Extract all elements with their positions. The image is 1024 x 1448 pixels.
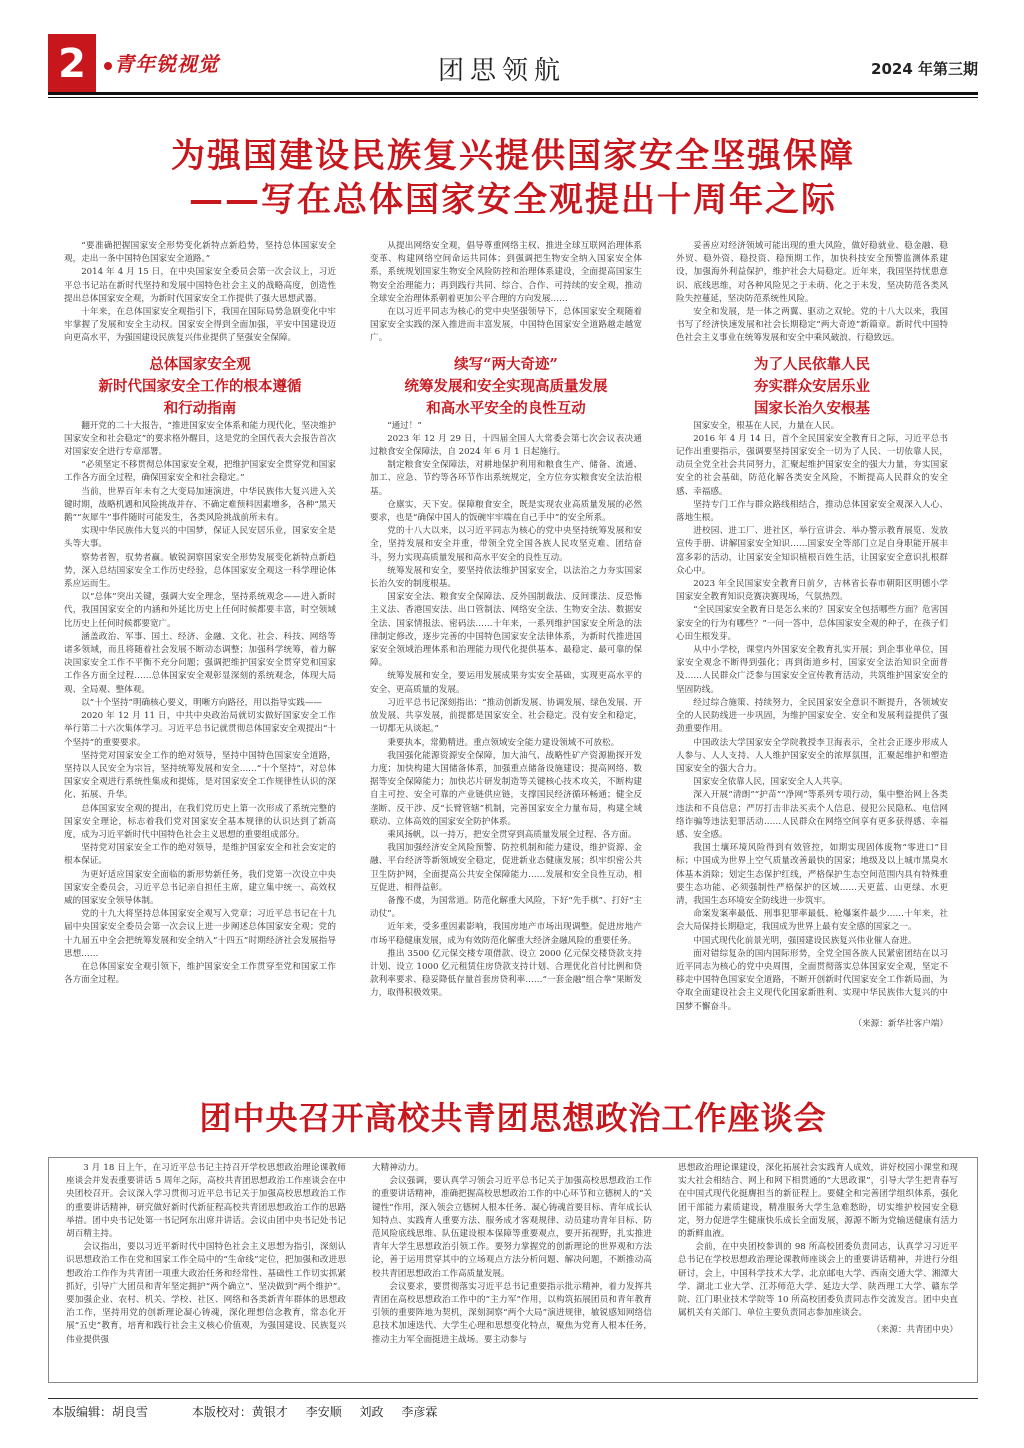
- paragraph: 仓廪实，天下安。保障粮食安全，既是实现农业高质量发展的必然要求，也是“确保中国人的饭碗牢牢端在自己手中”的安全所系。: [370, 499, 642, 524]
- paragraph: 2023 年 12 月 29 日，十四届全国人大常委会第七次会议表决通过粮食安全保障法，自 2024 年 6 月 1 日起施行。: [370, 433, 642, 458]
- paragraph: 2020 年 12 月 11 日，中共中央政治局就切实做好国家安全工作举行第二十六次集体学习。习近平总书记就贯彻总体国家安全观提出“十个坚持”的重要要求。: [64, 711, 336, 748]
- paragraph: 统筹发展和安全，要运用发展成果夯实安全基础，实现更高水平的安全、更高质量的发展。: [370, 671, 642, 695]
- paragraph: 妥善应对经济领域可能出现的重大风险，做好稳就业、稳金融、稳外贸、稳外资、稳投资、稳预期工作，加快科技安全预警监测体系建设，加强海外利益保护，维护社会大局稳定。近年来，我国坚持忧患意识、底线思维，对各种风险见之于未萌、化之于未发，坚决防范各类风险失控蔓延，坚决防范系统性风险。: [676, 241, 948, 304]
- paragraph: 会议指出，要以习近平新时代中国特色社会主义思想为指引，深刻认识思想政治工作在党和国家工作全局中的“生命线”定位，把加强和改进思想政治工作作为共青团一项重大政治任务和经常性、基础性工作切实抓紧抓好，引导广大团员和青年坚定拥护“两个确立”、坚决做到“两个维护”。要加强企业、农村、机关、学校、社区、网络和各类新青年群体的思想政治工作，坚持用党的创新理论凝心铸魂，深化理想信念教育，常态化开展“五史”教育，培育和践行社会主义核心价值观，为强国建设、民族复兴伟业提供强: [66, 1242, 346, 1345]
- paragraph: 我国加强经济安全风险预警、防控机制和能力建设，维护资源、金融、平台经济等新领域安全稳定，促进新业态健康发展；织牢织密公共卫生防护网，全面提高公共安全保障能力……发展和安全良性互动，相互促进、相得益彰。: [370, 843, 642, 893]
- paragraph: 思想政治理论课建设，深化拓展社会实践育人成效，讲好校园小课堂和现实大社会相结合、网上和网下相贯通的“大思政课”，引导大学生把青春写在中国式现代化挺膺担当的新征程上。要健全和完善团学组织体系，强化团干部能力素质建设，精准服务大学生急难愁盼，切实维护校园安全稳定，努力促进学生健康快乐成长全面发展，源源不断为党输送健康有活力的新鲜血液。: [678, 1163, 958, 1240]
- editor-credit: 本版编辑：胡良雪: [52, 1405, 149, 1419]
- article-title: 为强国建设民族复兴提供国家安全坚强保障: [171, 136, 855, 176]
- paragraph: 2023 年全民国家安全教育日前夕，吉林省长春市朝阳区明德小学国家安全教育知识竞赛决赛现场，气氛热烈。: [676, 579, 948, 603]
- paragraph: 大精神动力。: [372, 1163, 424, 1173]
- paragraph: 十年来，在总体国家安全观指引下，我国在国际局势急剧变化中牢牢掌握了发展和安全主动权。国家安全得到全面加强，平安中国建设迈向更高水平，为强国建设民族复兴伟业提供了坚强安全保障。: [64, 307, 336, 344]
- article-2-column-2: [372, 1162, 652, 1376]
- page-number: 2: [48, 34, 96, 94]
- paragraph: 习近平总书记深刻指出：“推动创新发展、协调发展、绿色发展、开放发展、共享发展，前提都是国家安全、社会稳定。没有安全和稳定，一切都无从谈起。”: [370, 697, 642, 735]
- paragraph: 近年来，受多重因素影响，我国房地产市场出现调整。促进房地产市场平稳健康发展，成为有效防范化解重大经济金融风险的重要任务。: [370, 922, 642, 946]
- paragraph: “必须坚定不移贯彻总体国家安全观，把维护国家安全贯穿党和国家工作各方面全过程，确保国家安全和社会稳定。”: [64, 460, 336, 484]
- brand-dot-icon: [104, 62, 112, 70]
- paragraph: 制定粮食安全保障法，对耕地保护利用和粮食生产、储备、流通、加工、应急、节约等各环节作出系统规定，全方位夯实粮食安全法治根基。: [370, 460, 642, 497]
- paragraph: 涵盖政治、军事、国土、经济、金融、文化、社会、科技、网络等诸多领域，而且将随着社会发展不断动态调整；加强科学统筹，着力解决国家安全工作不平衡不充分问题；强调把维护国家安全贯穿党和国家工作各方面全过程……总体国家安全观彰显深刻的系统观念，体现大局观、全局观、整体观。: [64, 631, 336, 695]
- paragraph: 当前，世界百年未有之大变局加速演进，中华民族伟大复兴进入关键时期，战略机遇和风险挑战并存、不确定难预料因素增多，各种“黑天鹅”“灰犀牛”事件随时可能发生，各类风险挑战前所未有。: [64, 486, 336, 524]
- paragraph: 党的十九大将坚持总体国家安全观写入党章；习近平总书记在十九届中央国家安全委员会第一次会议上进一步阐述总体国家安全观；党的十九届五中全会把统筹发展和安全纳入“十四五”时期经济社会发展指导思想……: [64, 909, 336, 959]
- issue-label: 2024 年第三期: [871, 60, 978, 78]
- article-column-1: [64, 240, 336, 1095]
- paragraph: 党的十八大以来，以习近平同志为核心的党中央坚持统筹发展和安全，坚持发展和安全并重，带领全党全国各族人民攻坚克难、团结奋斗，努力实现高质量发展和高水平安全的良性互动。: [370, 526, 642, 563]
- footer: [52, 1403, 972, 1420]
- paragraph: 从提出网络安全观，倡导尊重网络主权、推进全球互联网治理体系变革、构建网络空间命运共同体；到强调把生物安全纳入国家安全体系，系统规划国家生物安全风险防控和治理体系建设，全面提高国家生物安全治理能力；再到践行共同、综合、合作、可持续的安全观，推动全球安全治理体系朝着更加公平合理的方向发展……: [370, 241, 642, 304]
- paragraph: 我国土壤环境风险得到有效管控，如期实现固体废物“零进口”目标；中国成为世界上空气质量改善最快的国家；地级及以上城市黑臭水体基本消除；划定生态保护红线，严格保护生态空间范围内具有特殊重要生态功能、必须强制性严格保护的区域……天更蓝、山更绿、水更清，我国生态环境安全防线进一步筑牢。: [676, 843, 948, 906]
- section-heading: 续写“两大奇迹” 统筹发展和安全实现高质量发展 和高水平安全的良性互动: [404, 355, 608, 417]
- paragraph: 国家安全法、粮食安全保障法、反外国制裁法、反间谍法、反恐怖主义法、香港国安法、出口管制法、网络安全法、生物安全法、数据安全法、国家情报法、密码法……十年来，一系列维护国家安全所急的法律制定修改，逐步完善的中国特色国家安全法律体系，为新时代推进国家安全领域治理体系和治理能力现代化提供基本、最稳定、最可靠的保障。: [370, 592, 642, 669]
- paragraph: 坚持党对国家安全工作的绝对领导，是维护国家安全和社会安定的根本保证。: [64, 843, 336, 867]
- paragraph: 国家安全，根基在人民，力量在人民。: [693, 420, 840, 431]
- paragraph: 面对错综复杂的国内国际形势，全党全国各族人民紧密团结在以习近平同志为核心的党中央周围，全面贯彻落实总体国家安全观，坚定不移走中国特色国家安全道路，不断开创新时代国家安全工作新局面，为夺取全面建设社会主义现代化国家新胜利、实现中华民族伟大复兴的中国梦不懈奋斗。: [676, 948, 948, 1012]
- paragraph: 国家安全依靠人民，国家安全人人共享。: [693, 777, 848, 788]
- article-column-3: [676, 240, 948, 1095]
- proofreader-name: 刘政: [359, 1405, 384, 1419]
- section-heading: 为了人民依靠人民 夯实群众安居乐业 国家长治久安根基: [754, 355, 870, 417]
- paragraph: “全民国家安全教育日是怎么来的？国家安全包括哪些方面？危害国家安全的行为有哪些？”一问一答中，总体国家安全观的种子，在孩子们心田生根发芽。: [676, 605, 948, 642]
- article-subtitle: ——写在总体国家安全观提出十周年之际: [189, 180, 837, 220]
- paragraph: 2014 年 4 月 15 日，在中央国家安全委员会第一次会议上，习近平总书记站在新时代坚持和发展中国特色社会主义的战略高度，创造性提出总体国家安全观，为新时代国家安全工作提供了强大思想武器。: [64, 267, 336, 304]
- paragraph: 翻开党的二十大报告，“推进国家安全体系和能力现代化，坚决维护国家安全和社会稳定”的要求格外醒目，这是党的全国代表大会报告首次对国家安全进行专章部署。: [64, 420, 336, 458]
- paragraph: “要准确把握国家安全形势变化新特点新趋势，坚持总体国家安全观，走出一条中国特色国家安全道路。”: [64, 241, 336, 265]
- paragraph: 会议强调，要认真学习领会习近平总书记关于加强高校思想政治工作的重要讲话精神，准确把握高校思想政治工作的中心环节和立德树人的“关键性”作用，深入领会立德树人根本任务、凝心铸魂首要目标、青年成长认知特点、实践育人重要方法、服务成才客观规律、动员建功青年目标、防范风险底线思维、队伍建设根本保障等重要观点，要开拓视野，扎实推进青年大学生思想政治引领工作。要努力掌握党的创新理论的世界观和方法论，善于运用贯穿其中的立场观点方法分析问题、解决问题，不断推动高校共青团思想政治工作高质量发展。: [372, 1176, 652, 1279]
- paragraph: 坚持党对国家安全工作的绝对领导，坚持中国特色国家安全道路，坚持以人民安全为宗旨，坚持统筹发展和安全……“十个坚持”，对总体国家安全观进行系统性集成和提炼，是对国家安全工作规律性认识的深化、拓展、升华。: [64, 750, 336, 801]
- paragraph: 从中小学校，课堂内外国家安全教育扎实开展；到企事业单位，国家安全观念不断得到强化；再到街道乡村，国家安全法治知识全面普及……人民群众广泛参与国家安全宣传教育活动，共筑维护国家安全的坚固防线。: [676, 645, 948, 695]
- paragraph: 在以习近平同志为核心的党中央坚强领导下，总体国家安全观随着国家安全实践的深入推进而丰富发展，中国特色国家安全道路越走越宽广。: [370, 307, 642, 344]
- section-heading: 总体国家安全观 新时代国家安全工作的根本遵循 和行动指南: [98, 355, 302, 417]
- paragraph: 在总体国家安全观引领下，维护国家安全工作贯穿至党和国家工作各方面全过程。: [64, 961, 336, 986]
- paragraph: 坚持专门工作与群众路线相结合，推动总体国家安全观深入人心、落地生根。: [676, 499, 948, 524]
- article-2-column-3: [678, 1162, 958, 1376]
- paragraph: 备豫不虞，为国常道。防范化解重大风险，下好“先手棋”、打好“主动仗”。: [370, 895, 642, 920]
- paragraph: 以“总体”突出关键，强调大安全理念，坚持系统观念——进入新时代，我国国家安全的内涵和外延比历史上任何时候都要丰富，时空领域比历史上任何时候都要宽广。: [64, 592, 336, 629]
- masthead-divider-thin: [48, 97, 978, 98]
- masthead-divider: [48, 92, 978, 95]
- paragraph: 中国政法大学国家安全学院教授李卫海表示，全社会正逐步形成人人参与、人人支持、人人维护国家安全的浓厚氛围，汇聚起维护和塑造国家安全的强大合力。: [676, 737, 948, 774]
- proofreader-name: 李彦霖: [401, 1405, 438, 1419]
- paragraph: 推出 3500 亿元保交楼专项借款、设立 2000 亿元保交楼贷款支持计划、设立 1000 亿元租赁住房贷款支持计划、合理优化首付比例和贷款利率要求、稳妥降低存量首套房贷利率……“一套金融”组合拳”果断发力，取得积极效果。: [370, 948, 642, 999]
- article-2-title: 团中央召开高校共青团思想政治工作座谈会: [199, 1099, 827, 1137]
- paragraph: 以“十个坚持”明确核心要义，明晰方向路径，用以指导实践——: [81, 697, 323, 708]
- article-source: （来源：新华社客户端）: [853, 1018, 948, 1029]
- paragraph: 察势者智，驭势者赢。敏锐洞察国家安全形势发展变化新特点新趋势，深入总结国家安全工作历史经验，总体国家安全观这一科学理论体系应运而生。: [64, 552, 336, 590]
- paragraph: 会议要求，要贯彻落实习近平总书记重要指示批示精神，着力发挥共青团在高校思想政治工作中的“主力军”作用，以构筑拓展团员和青年教育引领的重要阵地为契机，深刻洞察“两个大局”演进规律，敏锐感知网络信息技术加速迭代、大学生心理和思想变化特点，聚焦为党育人根本任务，推动主力军全面挺进主战场。要主动参与: [372, 1281, 652, 1345]
- paragraph: 乘风扬帆，以一持万，把安全贯穿到高质量发展全过程、各方面。: [387, 829, 637, 840]
- section-title: 团思领航: [438, 56, 567, 86]
- paragraph: 中国式现代化前景光明，强国建设民族复兴伟业催人奋进。: [693, 935, 917, 946]
- footer-divider: [48, 1398, 978, 1399]
- proofreader-credit: 本版校对：黄银才: [191, 1405, 288, 1419]
- paragraph: 2016 年 4 月 14 日，首个全民国家安全教育日之际，习近平总书记作出重要指示，强调要坚持国家安全一切为了人民、一切依靠人民，动员全党全社会共同努力，汇聚起维护国家安全的强大力量，夯实国家安全的社会基础，防范化解各类安全风险，不断提高人民群众的安全感、幸福感。: [676, 433, 948, 497]
- paragraph: 命案发案率最低、刑事犯罪率最低、枪爆案件最少……十年来，社会大局保持长期稳定，我国成为世界上最有安全感的国家之一。: [676, 909, 948, 933]
- brand-name: 青年锐视觉: [114, 52, 219, 76]
- paragraph: 我国强化能源资源安全保障，加大油气、战略性矿产资源勘探开发力度；加快构建大国储备体系，加强重点储备设施建设；提高网络、数据等安全保障能力；加快芯片研发制造等关键核心技术攻关，不断构建自主可控、安全可靠的产业链供应链，支撑国民经济循环畅通；健全反垄断、反干涉、反“长臂管辖”机制，完善国家安全力量布局，构建全域联动、立体高效的国家安全防护体系。: [370, 750, 642, 827]
- brand-logo: [104, 48, 219, 77]
- article-2-source: （来源：共青团中央）: [872, 1325, 958, 1336]
- masthead: [48, 34, 978, 98]
- paragraph: 为更好适应国家安全面临的新形势新任务，我们党第一次设立中央国家安全委员会，习近平总书记亲自担任主席，建立集中统一、高效权威的国家安全领导体制。: [64, 869, 336, 906]
- paragraph: 会前，在中央团校参训的 98 所高校团委负责同志，认真学习习近平总书记在学校思想政治理论课教师座谈会上的重要讲话精神，并进行分组研讨，会上，中国科学技术大学、北京邮电大学、西南交通大学、湘潭大学、湖北工业大学、江苏师范大学、延边大学、陕西理工大学、赣东学院、江门职业技术学院等 10 所高校团委负责同志作交流发言。团中央直属机关有关部门、单位主要负责同志参加座谈会。: [678, 1242, 958, 1319]
- article-2-column-1: [66, 1162, 346, 1376]
- paragraph: 总体国家安全观的提出，在我们党历史上第一次形成了系统完整的国家安全理论，标志着我们党对国家安全基本规律的认识达到了新高度，成为习近平新时代中国特色社会主义思想的重要组成部分。: [64, 803, 336, 840]
- article-column-2: [370, 240, 642, 1095]
- paragraph: 3 月 18 日上午，在习近平总书记主持召开学校思想政治理论课教师座谈会并发表重要讲话 5 周年之际，高校共青团思想政治工作座谈会在中央团校召开。会议深入学习贯彻习近平总书记关于加强高校思想政治工作的重要讲话精神，研究做好新时代新征程高校共青团思想政治工作的思路举措。团中央书记处第一书记阿东出席并讲话。会议由团中央书记处书记胡百精主持。: [66, 1163, 346, 1240]
- paragraph: 实现中华民族伟大复兴的中国梦，保证人民安居乐业，国家安全是头等大事。: [64, 526, 336, 550]
- paragraph: 统筹发展和安全，要坚持依法维护国家安全，以法治之力夯实国家长治久安的制度根基。: [370, 565, 642, 590]
- paragraph: 经过综合施策、持续努力，全民国家安全意识不断提升，各领域安全的人民防线进一步巩固，为维护国家安全、安全和发展利益提供了强劲重要作用。: [676, 697, 948, 735]
- paragraph: “通过！”: [387, 420, 422, 431]
- paragraph: 进校园、进工厂、进社区，举行宣讲会、举办警示教育展览、发放宣传手册、讲解国家安全知识……国家安全等部门立足自身职能开展丰富多彩的活动，让国家安全知识植根百姓生活，让国家安全意识扎根群众心中。: [676, 526, 948, 576]
- proofreader-name: 李安顺: [305, 1405, 342, 1419]
- paragraph: 安全和发展，是一体之两翼、驱动之双轮。党的十八大以来，我国书写了经济快速发展和社会长期稳定“两大奇迹”新篇章。新时代中国特色社会主义事业在统筹发展和安全中乘风破浪、行稳致远。: [676, 307, 948, 344]
- paragraph: 秉要执本，常勤精进。重点领域安全能力建设领域不可放松。: [387, 737, 620, 748]
- paragraph: 深入开展“清朗”“护苗”“净网”等系列专项行动，集中整治网上各类违法和不良信息；严厉打击非法买卖个人信息、侵犯公民隐私、电信网络诈骗等违法犯罪活动……人民群众在网络空间享有更多获得感、幸福感、安全感。: [676, 790, 948, 840]
